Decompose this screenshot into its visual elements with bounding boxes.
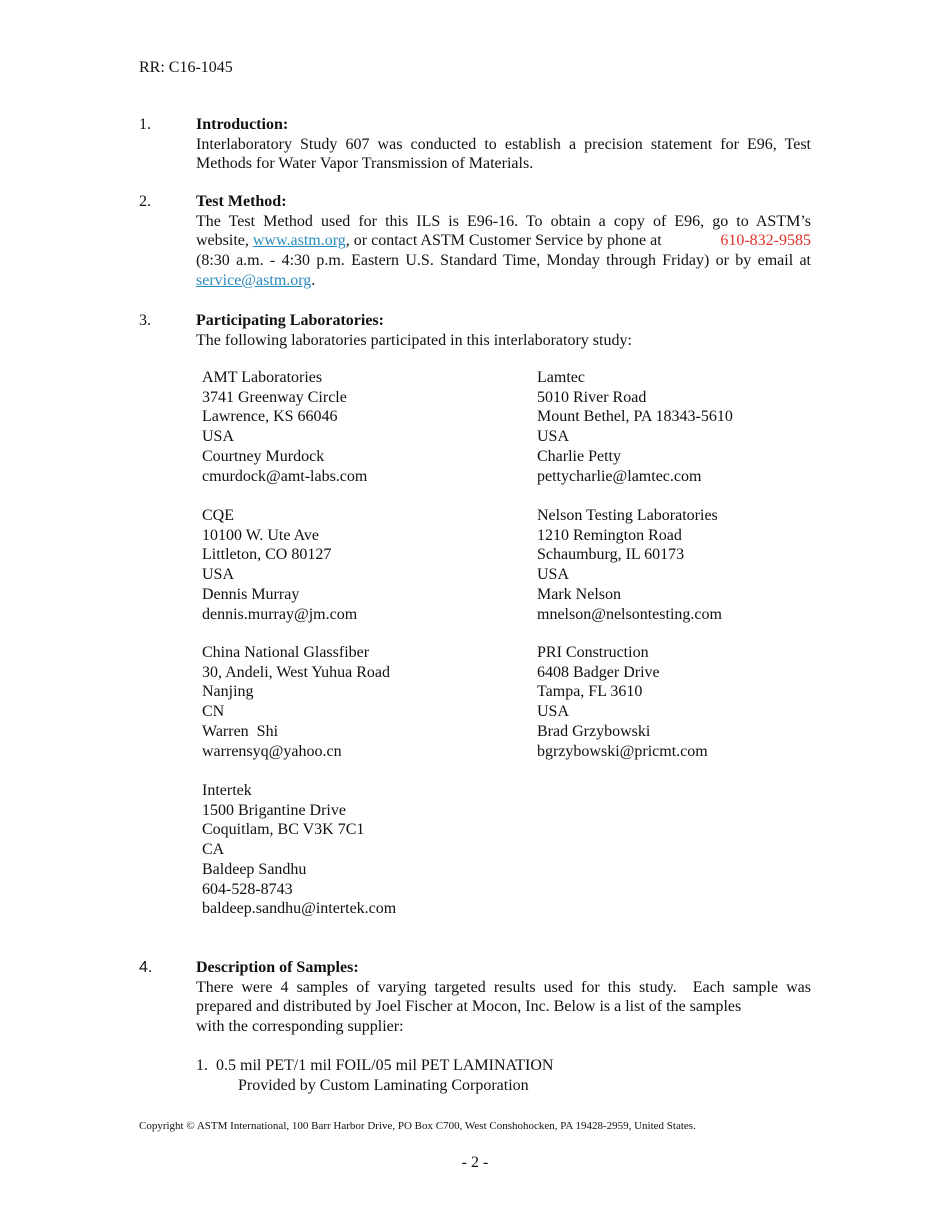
lab-entry xyxy=(202,643,522,761)
section-title: Participating Laboratories: xyxy=(196,312,384,329)
lab-entry xyxy=(202,368,522,486)
text-segment: website, xyxy=(196,232,253,250)
lab-country: USA xyxy=(202,428,235,446)
lab-city: Lawrence, KS 66046 xyxy=(202,408,338,426)
lab-email: cmurdock@amt-labs.com xyxy=(202,467,368,485)
section-title: Description of Samples: xyxy=(196,959,359,976)
lab-entry xyxy=(202,506,522,624)
section-number: 2. xyxy=(139,193,151,210)
lab-email: warrensyq@yahoo.cn xyxy=(202,742,342,760)
section-line: The Test Method used for this ILS is E96-16. To obtain a copy of E96, go to ASTM’s xyxy=(196,212,811,230)
lab-name: AMT Laboratories xyxy=(202,369,323,386)
lab-name: CQE xyxy=(202,507,234,524)
section-title: Introduction: xyxy=(196,116,289,133)
astm-website-link[interactable]: www.astm.org xyxy=(252,232,346,250)
lab-city: Nanjing xyxy=(202,683,254,701)
lab-contact: Baldeep Sandhu xyxy=(202,860,307,878)
lab-contact: Courtney Murdock xyxy=(202,447,325,465)
lab-contact: Brad Grzybowski xyxy=(537,722,651,740)
lab-name: Nelson Testing Laboratories xyxy=(537,507,718,524)
lab-country: USA xyxy=(537,428,570,446)
report-id-header: RR: C16-1045 xyxy=(139,59,233,76)
lab-name: Lamtec xyxy=(537,369,585,386)
sample-item: 1. 0.5 mil PET/1 mil FOIL/05 mil PET LAMINATION xyxy=(196,1057,554,1074)
lab-address: 6408 Badger Drive xyxy=(537,663,660,681)
lab-country: USA xyxy=(537,566,570,584)
section-line: There were 4 samples of varying targeted results used for this study. Each sample was xyxy=(196,978,811,996)
lab-phone: 604-528-8743 xyxy=(202,880,293,898)
section-line: with the corresponding supplier: xyxy=(196,1018,404,1036)
section-title: Test Method: xyxy=(196,193,287,210)
lab-country: USA xyxy=(202,566,235,584)
customer-service-phone[interactable]: 610-832-9585 xyxy=(720,232,811,250)
lab-country: USA xyxy=(537,703,570,721)
section-number: 3. xyxy=(139,312,151,329)
lab-city: Schaumburg, IL 60173 xyxy=(537,546,685,564)
section-number: 1. xyxy=(139,116,151,133)
lab-entry xyxy=(537,368,857,486)
section-line: prepared and distributed by Joel Fischer at Mocon, Inc. Below is a list of the samples xyxy=(196,998,742,1016)
lab-name: PRI Construction xyxy=(537,644,649,661)
lab-entry xyxy=(537,506,857,624)
lab-address: 10100 W. Ute Ave xyxy=(202,526,320,544)
lab-email: dennis.murray@jm.com xyxy=(202,605,358,623)
section-line xyxy=(196,231,811,251)
lab-contact: Mark Nelson xyxy=(537,585,621,603)
lab-entry xyxy=(537,643,857,761)
page-number: - 2 - xyxy=(461,1154,489,1171)
sample-provider: Provided by Custom Laminating Corporation xyxy=(238,1077,529,1094)
section-line: The following laboratories participated in this interlaboratory study: xyxy=(196,331,632,349)
lab-email: baldeep.sandhu@intertek.com xyxy=(202,900,397,918)
lab-name: China National Glassfiber xyxy=(202,644,370,661)
service-email-link[interactable]: service@astm.org xyxy=(196,271,312,289)
lab-city: Tampa, FL 3610 xyxy=(537,683,643,701)
lab-address: 1500 Brigantine Drive xyxy=(202,801,346,819)
lab-city: Coquitlam, BC V3K 7C1 xyxy=(202,821,365,839)
section-line: (8:30 a.m. - 4:30 p.m. Eastern U.S. Standard Time, Monday through Friday) or by email at xyxy=(196,252,811,270)
lab-address: 30, Andeli, West Yuhua Road xyxy=(202,663,391,681)
lab-contact: Dennis Murray xyxy=(202,585,300,603)
copyright-notice: Copyright © ASTM International, 100 Barr Harbor Drive, PO Box C700, West Conshohocken, PA 19428-2959, United States. xyxy=(139,1120,696,1132)
lab-email: mnelson@nelsontesting.com xyxy=(537,605,722,623)
section-line: Methods for Water Vapor Transmission of Materials. xyxy=(196,155,534,173)
section-line: Interlaboratory Study 607 was conducted to establish a precision statement for E96, Test xyxy=(196,135,811,153)
section-line xyxy=(196,271,811,291)
text-segment: . xyxy=(311,271,316,289)
lab-country: CA xyxy=(202,841,225,859)
section-number: 4. xyxy=(139,959,153,976)
lab-address: 5010 River Road xyxy=(537,388,647,406)
lab-city: Littleton, CO 80127 xyxy=(202,546,332,564)
lab-city: Mount Bethel, PA 18343-5610 xyxy=(537,408,733,426)
lab-contact: Warren Shi xyxy=(202,722,279,740)
text-segment: , or contact ASTM Customer Service by phone at xyxy=(345,232,666,250)
lab-address: 1210 Remington Road xyxy=(537,526,682,544)
lab-country: CN xyxy=(202,703,225,721)
lab-email: bgrzybowski@pricmt.com xyxy=(537,742,708,760)
lab-email: pettycharlie@lamtec.com xyxy=(537,467,702,485)
lab-address: 3741 Greenway Circle xyxy=(202,388,347,406)
lab-name: Intertek xyxy=(202,782,252,799)
lab-contact: Charlie Petty xyxy=(537,447,621,465)
lab-entry xyxy=(202,781,522,919)
